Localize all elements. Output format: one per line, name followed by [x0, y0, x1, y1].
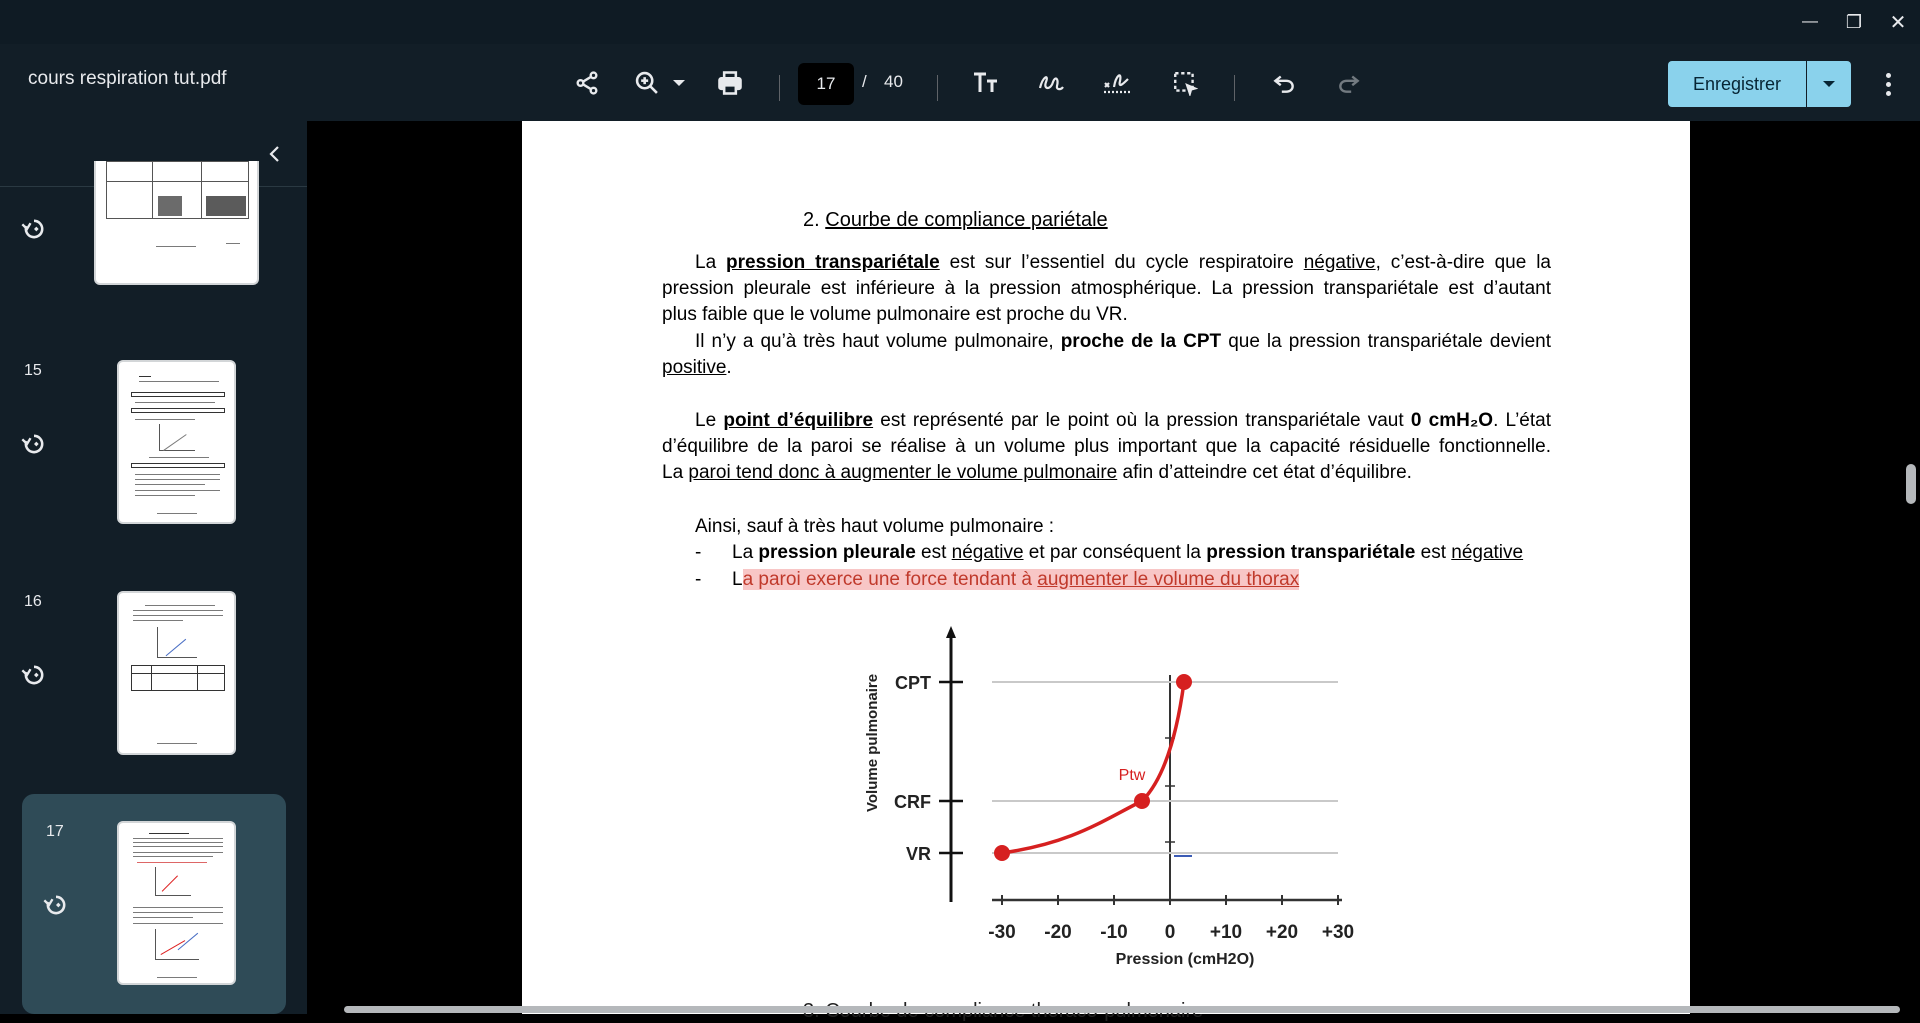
document-title: cours respiration tut.pdf — [28, 68, 227, 89]
maximize-button[interactable] — [1836, 6, 1872, 38]
text-line: positive. — [662, 357, 732, 378]
page-number-label: 17 — [46, 823, 64, 840]
text-line: La paroi tend donc à augmenter le volume pulmonaire afin d’atteindre cet état d’équilibre. — [662, 462, 1412, 483]
draw-button[interactable] — [1032, 64, 1070, 102]
text-line: Ainsi, sauf à très haut volume pulmonaire : — [695, 516, 1055, 537]
page-separator: / — [862, 72, 867, 91]
data-point — [1176, 674, 1192, 690]
text-icon — [972, 70, 1000, 96]
more-options-button[interactable] — [1870, 64, 1906, 104]
select-area-button[interactable] — [1166, 64, 1204, 102]
toolbar-divider — [937, 75, 938, 101]
bullet-dash: - — [695, 542, 702, 563]
thumbnail-page-17[interactable] — [22, 794, 286, 1014]
vertical-scrollbar[interactable] — [1906, 464, 1916, 504]
undo-icon — [1271, 70, 1297, 96]
page-number-label: 16 — [24, 593, 42, 610]
x-axis-label: Pression (cmH2O) — [1115, 951, 1255, 968]
redo-icon — [1336, 70, 1362, 96]
toolbar-divider — [779, 75, 780, 101]
zoom-dropdown[interactable] — [664, 64, 694, 102]
text-line: La pression transpariétale est sur l’essentiel du cycle respiratoire négative, c’est-à-dire que la — [695, 252, 1552, 273]
bullet-dash: - — [695, 569, 702, 590]
data-point — [1134, 793, 1150, 809]
window-titlebar — [0, 0, 1920, 44]
maximize-icon: ❐ — [1845, 11, 1863, 32]
signature-button[interactable] — [1098, 64, 1136, 102]
y-tick-label-cpt: CPT — [895, 673, 931, 693]
text-line: pression pleurale est inférieure à la pression atmosphérique. La pression transpariétale est d’autant — [662, 278, 1551, 299]
select-icon — [1172, 70, 1198, 96]
page-total: 40 — [884, 72, 903, 91]
toolbar-divider — [1234, 75, 1235, 101]
page-thumbnail — [117, 591, 236, 755]
y-axis-arrow — [946, 626, 956, 638]
share-button[interactable] — [568, 64, 606, 102]
text-line: plus faible que le volume pulmonaire est proche du VR. — [662, 304, 1128, 325]
zoom-in-icon — [633, 69, 661, 97]
save-button[interactable]: Enregistrer — [1668, 61, 1806, 107]
page-thumbnail — [117, 360, 236, 524]
y-axis-label: Volume pulmonaire — [864, 673, 881, 813]
y-tick-label-vr: VR — [905, 844, 931, 864]
text-line: Il n’y a qu’à très haut volume pulmonaire, proche de la CPT que la pression transpariétale devient — [695, 331, 1552, 352]
text-line: Le point d’équilibre est représenté par le point où la pression transpariétale vaut 0 cmH₂O. L’état — [695, 410, 1551, 431]
rotate-icon[interactable] — [20, 661, 48, 689]
close-icon: ✕ — [1889, 11, 1907, 34]
minimize-button[interactable] — [1792, 6, 1828, 38]
signature-icon — [1102, 69, 1132, 97]
heading-number: 2. — [803, 209, 820, 231]
undo-button[interactable] — [1265, 64, 1303, 102]
data-point — [994, 845, 1010, 861]
x-tick-label: -10 — [1100, 922, 1128, 943]
x-tick-label: 0 — [1164, 922, 1176, 943]
heading-title: Courbe de compliance pariétale — [825, 209, 1108, 231]
compliance-chart — [850, 620, 1370, 980]
app-toolbar — [0, 44, 1920, 121]
thumbnail-sidebar — [0, 121, 307, 1014]
rotate-icon[interactable] — [42, 891, 70, 919]
x-tick-label: +30 — [1321, 922, 1355, 943]
y-tick-label-crf: CRF — [894, 792, 931, 812]
redo-button[interactable] — [1330, 64, 1368, 102]
rotate-icon[interactable] — [20, 430, 48, 458]
chevron-left-icon — [268, 145, 282, 163]
x-tick-label: +20 — [1265, 922, 1299, 943]
draw-icon — [1037, 70, 1065, 96]
x-tick-label: +10 — [1209, 922, 1243, 943]
print-icon — [716, 69, 744, 97]
page-thumbnail — [94, 161, 259, 285]
caret-down-icon — [672, 78, 686, 88]
horizontal-scrollbar[interactable] — [344, 1006, 1900, 1013]
share-icon — [574, 70, 600, 96]
page-number-label: 15 — [24, 362, 42, 379]
more-vert-icon — [1886, 73, 1891, 78]
collapse-sidebar-button[interactable] — [262, 141, 288, 167]
minimize-icon: — — [1802, 13, 1818, 30]
curve-annotation: Ptw — [1118, 767, 1146, 784]
x-tick-label: -30 — [988, 922, 1016, 943]
text-button[interactable] — [967, 64, 1005, 102]
rotate-icon[interactable] — [20, 215, 48, 243]
zoom-button[interactable] — [628, 64, 666, 102]
save-options-dropdown[interactable] — [1807, 61, 1851, 107]
bullet-item-highlighted: La paroi exerce une force tendant à augmenter le volume du thorax — [732, 569, 1300, 590]
print-button[interactable] — [711, 64, 749, 102]
page-thumbnail — [117, 821, 236, 985]
compliance-curve — [1002, 682, 1184, 853]
bullet-item: La pression pleurale est négative et par conséquent la pression transpariétale est négative — [732, 542, 1524, 563]
text-line: d’équilibre de la paroi se réalise à un volume plus important que la capacité résiduelle fonctionnelle. — [662, 436, 1551, 457]
x-tick-label: -20 — [1044, 922, 1072, 943]
page-number-input[interactable]: 17 — [798, 63, 854, 105]
highlight[interactable]: a paroi exerce une force tendant à augmenter le volume du thorax — [742, 569, 1300, 590]
close-button[interactable] — [1880, 6, 1916, 38]
section-heading — [803, 209, 1108, 232]
caret-down-icon — [1822, 79, 1836, 89]
